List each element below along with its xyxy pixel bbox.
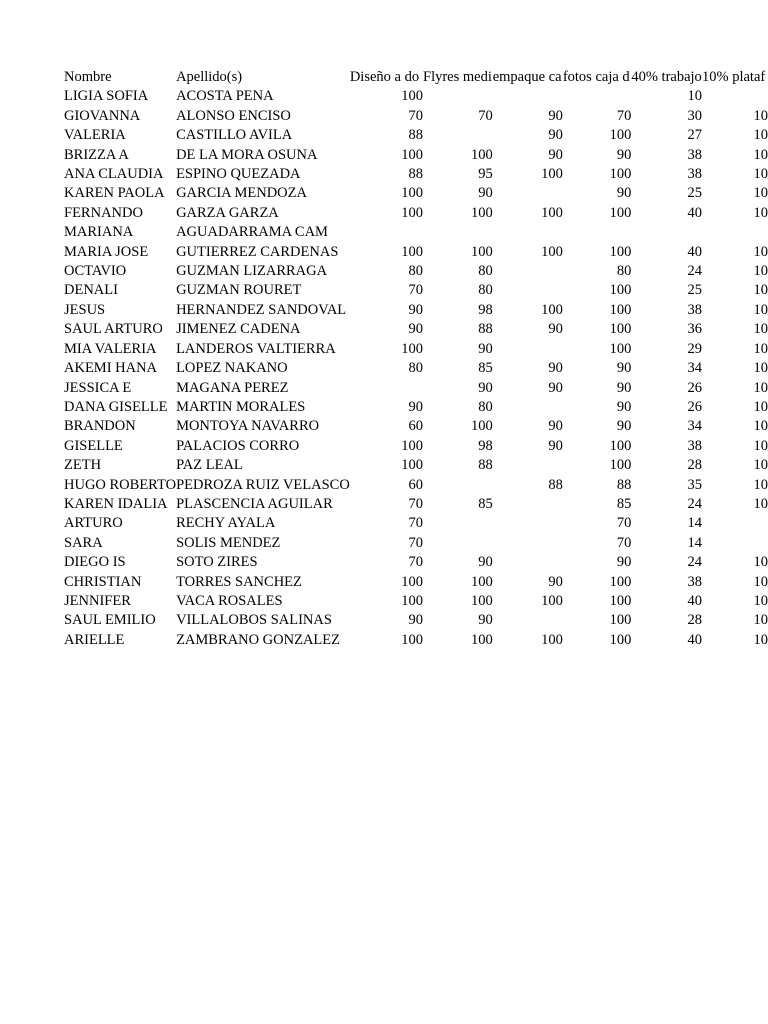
cell-trabajo: 40 — [687, 243, 703, 260]
cell-fotos: 90 — [616, 185, 632, 202]
cell-empaque: 90 — [548, 573, 563, 590]
cell-apellido: HERNANDEZ SANDOVAL — [176, 301, 347, 318]
cell-plataforma: 10 — [753, 379, 768, 396]
table-row — [64, 340, 768, 359]
cell-plataforma: 10 — [753, 631, 768, 648]
cell-fotos: 100 — [609, 437, 632, 454]
cell-fotos: 100 — [609, 612, 632, 629]
cell-fotos: 90 — [616, 379, 632, 396]
cell-fotos: 90 — [616, 146, 632, 163]
table-row — [64, 165, 768, 184]
cell-apellido: GARCIA MENDOZA — [176, 185, 307, 202]
cell-fotos: 100 — [609, 166, 632, 183]
cell-nombre: VALERIA — [64, 127, 126, 144]
cell-fotos: 100 — [609, 321, 632, 338]
cell-empaque — [493, 495, 563, 514]
cell-fotos: 88 — [616, 476, 632, 493]
cell-plataforma: 10 — [753, 166, 768, 183]
cell-fotos — [563, 87, 632, 106]
cell-trabajo: 36 — [687, 321, 703, 338]
header-apellido: Apellido(s) — [176, 69, 243, 85]
table-row — [64, 146, 768, 165]
cell-nombre: ZETH — [64, 457, 102, 474]
cell-trabajo: 10 — [687, 88, 703, 105]
cell-trabajo: 14 — [687, 534, 703, 551]
cell-empaque — [493, 456, 563, 475]
cell-plataforma: 10 — [753, 457, 768, 474]
table-row — [64, 107, 768, 126]
cell-apellido: TORRES SANCHEZ — [176, 573, 302, 590]
cell-nombre: JESUS — [64, 301, 106, 318]
cell-nombre: SAUL EMILIO — [64, 612, 156, 629]
cell-empaque — [493, 87, 563, 106]
cell-apellido: AGUADARRAMA CAM — [176, 224, 328, 241]
cell-empaque — [493, 281, 563, 300]
cell-diseno: 90 — [408, 612, 423, 629]
cell-empaque — [493, 514, 563, 533]
cell-flyres: 90 — [478, 612, 493, 629]
cell-nombre: DIEGO IS — [64, 554, 126, 571]
cell-apellido: DE LA MORA OSUNA — [176, 146, 318, 163]
cell-nombre: DENALI — [64, 282, 118, 299]
cell-fotos: 70 — [616, 107, 632, 124]
cell-nombre: ARIELLE — [64, 631, 125, 648]
table-row — [64, 476, 768, 495]
cell-nombre: DANA GISELLE — [64, 398, 168, 415]
cell-nombre: ARTURO — [64, 515, 123, 532]
cell-plataforma: 10 — [753, 612, 768, 629]
cell-plataforma: 10 — [753, 107, 768, 124]
cell-apellido: ZAMBRANO GONZALEZ — [176, 631, 340, 648]
cell-flyres: 85 — [478, 495, 493, 512]
cell-apellido: VILLALOBOS SALINAS — [176, 612, 332, 629]
table-row — [64, 553, 768, 572]
cell-empaque — [493, 262, 563, 281]
cell-empaque: 90 — [548, 437, 563, 454]
cell-trabajo: 24 — [687, 495, 703, 512]
grades-table — [64, 68, 768, 650]
cell-fotos: 100 — [609, 631, 632, 648]
table-row — [64, 184, 768, 203]
grades-table-body — [64, 68, 768, 650]
cell-diseno: 100 — [401, 88, 423, 105]
cell-trabajo: 34 — [687, 360, 703, 377]
cell-empaque — [493, 398, 563, 417]
header-flyres: Flyres medi — [423, 69, 492, 85]
cell-apellido: PLASCENCIA AGUILAR — [176, 495, 333, 512]
cell-empaque — [493, 184, 563, 203]
cell-flyres — [423, 476, 493, 495]
cell-nombre: CHRISTIAN — [64, 573, 142, 590]
cell-flyres: 100 — [470, 243, 493, 260]
cell-plataforma — [702, 87, 768, 106]
cell-diseno: 70 — [408, 282, 423, 299]
cell-apellido: VACA ROSALES — [176, 592, 283, 609]
cell-nombre: OCTAVIO — [64, 263, 127, 280]
cell-trabajo: 24 — [687, 263, 703, 280]
cell-plataforma: 10 — [753, 398, 768, 415]
cell-trabajo: 14 — [687, 515, 703, 532]
table-row — [64, 223, 768, 242]
cell-empaque: 100 — [541, 243, 563, 260]
header-nombre: Nombre — [64, 69, 112, 85]
cell-nombre: SARA — [64, 534, 103, 551]
cell-diseno: 90 — [408, 321, 423, 338]
cell-diseno: 70 — [408, 534, 423, 551]
cell-diseno: 100 — [401, 204, 423, 221]
cell-apellido: MONTOYA NAVARRO — [176, 418, 320, 435]
cell-flyres: 100 — [470, 204, 493, 221]
cell-fotos: 100 — [609, 204, 632, 221]
cell-flyres — [423, 223, 493, 242]
cell-empaque: 90 — [548, 127, 563, 144]
cell-empaque: 88 — [548, 476, 563, 493]
cell-empaque: 100 — [541, 301, 563, 318]
cell-diseno — [350, 379, 423, 398]
cell-nombre: GIOVANNA — [64, 107, 141, 124]
cell-nombre: LIGIA SOFIA — [64, 88, 149, 105]
cell-nombre: MARIANA — [64, 224, 134, 241]
cell-flyres: 100 — [470, 631, 493, 648]
cell-diseno: 90 — [408, 301, 423, 318]
cell-trabajo: 28 — [687, 457, 703, 474]
cell-nombre: SAUL ARTURO — [64, 321, 163, 338]
cell-nombre: GISELLE — [64, 437, 123, 454]
cell-fotos — [563, 223, 632, 242]
cell-apellido: LOPEZ NAKANO — [176, 360, 288, 377]
cell-diseno: 100 — [401, 340, 423, 357]
cell-empaque — [493, 611, 563, 630]
cell-fotos: 90 — [616, 398, 632, 415]
table-row — [64, 514, 768, 533]
cell-empaque — [493, 223, 563, 242]
cell-empaque — [493, 534, 563, 553]
header-empaque: empaque ca — [492, 69, 562, 85]
cell-plataforma — [702, 514, 768, 533]
cell-flyres — [423, 514, 493, 533]
cell-plataforma: 10 — [753, 243, 768, 260]
cell-diseno: 100 — [401, 437, 423, 454]
cell-plataforma: 10 — [753, 263, 768, 280]
cell-empaque: 90 — [548, 418, 563, 435]
cell-nombre: FERNANDO — [64, 204, 143, 221]
cell-empaque — [493, 553, 563, 572]
cell-plataforma: 10 — [753, 321, 768, 338]
table-row — [64, 611, 768, 630]
cell-flyres: 95 — [478, 166, 493, 183]
table-row — [64, 87, 768, 106]
cell-fotos: 85 — [616, 495, 632, 512]
cell-nombre: BRIZZA A — [64, 146, 129, 163]
table-row — [64, 592, 768, 611]
cell-plataforma: 10 — [753, 340, 768, 357]
cell-trabajo: 25 — [687, 282, 703, 299]
cell-nombre: MIA VALERIA — [64, 340, 157, 357]
cell-diseno: 88 — [408, 127, 423, 144]
cell-flyres: 80 — [478, 398, 493, 415]
cell-fotos: 100 — [609, 340, 632, 357]
table-row — [64, 204, 768, 223]
cell-empaque: 100 — [541, 204, 563, 221]
cell-trabajo: 38 — [687, 146, 703, 163]
cell-flyres — [423, 87, 493, 106]
table-row — [64, 379, 768, 398]
cell-diseno: 100 — [401, 592, 423, 609]
cell-plataforma: 10 — [753, 204, 768, 221]
table-row — [64, 437, 768, 456]
cell-plataforma: 10 — [753, 476, 768, 493]
cell-trabajo: 38 — [687, 166, 703, 183]
cell-apellido: GUTIERREZ CARDENAS — [176, 243, 339, 260]
cell-plataforma: 10 — [753, 418, 768, 435]
cell-flyres: 100 — [470, 592, 493, 609]
cell-apellido: ALONSO ENCISO — [176, 107, 291, 124]
cell-apellido: PAZ LEAL — [176, 457, 243, 474]
cell-nombre: KAREN PAOLA — [64, 185, 165, 202]
cell-nombre: HUGO ROBERTO — [64, 476, 177, 493]
cell-nombre: BRANDON — [64, 418, 136, 435]
table-row — [64, 320, 768, 339]
cell-plataforma — [702, 223, 768, 242]
table-row — [64, 301, 768, 320]
cell-flyres — [423, 534, 493, 553]
cell-diseno: 70 — [408, 495, 423, 512]
cell-diseno: 60 — [408, 476, 423, 493]
cell-trabajo: 40 — [687, 592, 703, 609]
cell-fotos: 100 — [609, 282, 632, 299]
cell-empaque: 100 — [541, 631, 563, 648]
cell-apellido: GARZA GARZA — [176, 204, 279, 221]
cell-plataforma: 10 — [753, 592, 768, 609]
cell-apellido: JIMENEZ CADENA — [176, 321, 301, 338]
cell-flyres: 100 — [470, 573, 493, 590]
cell-plataforma: 10 — [753, 573, 768, 590]
cell-diseno: 100 — [401, 243, 423, 260]
cell-empaque: 100 — [541, 592, 563, 609]
cell-fotos: 100 — [609, 457, 632, 474]
cell-trabajo: 34 — [687, 418, 703, 435]
cell-apellido: SOTO ZIRES — [176, 554, 258, 571]
cell-empaque — [493, 340, 563, 359]
cell-fotos: 100 — [609, 301, 632, 318]
cell-flyres: 100 — [470, 418, 493, 435]
table-row — [64, 262, 768, 281]
cell-diseno: 70 — [408, 515, 423, 532]
cell-plataforma: 10 — [753, 282, 768, 299]
cell-fotos: 100 — [609, 127, 632, 144]
cell-flyres — [423, 126, 493, 145]
cell-empaque: 100 — [541, 166, 563, 183]
cell-plataforma — [702, 534, 768, 553]
cell-flyres: 90 — [478, 379, 493, 396]
cell-nombre: ANA CLAUDIA — [64, 166, 164, 183]
cell-empaque: 90 — [548, 360, 563, 377]
cell-trabajo: 27 — [687, 127, 703, 144]
cell-flyres: 98 — [478, 301, 493, 318]
cell-diseno: 100 — [401, 185, 423, 202]
header-fotos: fotos caja d — [562, 69, 630, 85]
cell-flyres: 80 — [478, 282, 493, 299]
cell-flyres: 98 — [478, 437, 493, 454]
cell-flyres: 70 — [478, 107, 493, 124]
cell-nombre: KAREN IDALIA — [64, 495, 168, 512]
table-row — [64, 243, 768, 262]
cell-apellido: MAGANA PEREZ — [176, 379, 289, 396]
cell-flyres: 90 — [478, 554, 493, 571]
cell-fotos: 90 — [616, 418, 632, 435]
table-row — [64, 534, 768, 553]
cell-plataforma: 10 — [753, 554, 768, 571]
cell-apellido: RECHY AYALA — [176, 515, 276, 532]
cell-apellido: PEDROZA RUIZ VELASCO — [176, 476, 350, 493]
cell-trabajo: 40 — [687, 631, 703, 648]
cell-apellido: GUZMAN LIZARRAGA — [176, 263, 328, 280]
cell-flyres: 100 — [470, 146, 493, 163]
cell-apellido: ESPINO QUEZADA — [176, 166, 301, 183]
cell-diseno: 60 — [408, 418, 423, 435]
cell-trabajo: 25 — [687, 185, 703, 202]
cell-apellido: MARTIN MORALES — [176, 398, 306, 415]
cell-empaque: 90 — [548, 107, 563, 124]
cell-trabajo: 29 — [687, 340, 703, 357]
table-row — [64, 573, 768, 592]
cell-plataforma: 10 — [753, 360, 768, 377]
cell-flyres: 80 — [478, 263, 493, 280]
table-row — [64, 126, 768, 145]
cell-apellido: GUZMAN ROURET — [176, 282, 302, 299]
cell-trabajo: 24 — [687, 554, 703, 571]
cell-fotos: 70 — [616, 515, 632, 532]
cell-empaque: 90 — [548, 379, 563, 396]
cell-plataforma: 10 — [753, 301, 768, 318]
cell-diseno: 100 — [401, 631, 423, 648]
cell-empaque: 90 — [548, 146, 563, 163]
cell-trabajo: 30 — [687, 107, 703, 124]
cell-trabajo: 35 — [687, 476, 703, 493]
cell-diseno: 80 — [408, 263, 423, 280]
cell-diseno: 100 — [401, 457, 423, 474]
cell-trabajo — [631, 223, 702, 242]
cell-trabajo: 40 — [687, 204, 703, 221]
cell-plataforma: 10 — [753, 437, 768, 454]
cell-nombre: JESSICA E — [64, 379, 132, 396]
cell-apellido: CASTILLO AVILA — [176, 127, 293, 144]
cell-fotos: 100 — [609, 592, 632, 609]
cell-fotos: 100 — [609, 243, 632, 260]
cell-trabajo: 26 — [687, 379, 703, 396]
cell-fotos: 80 — [616, 263, 632, 280]
table-row — [64, 417, 768, 436]
cell-trabajo: 38 — [687, 301, 703, 318]
cell-flyres: 90 — [478, 340, 493, 357]
table-row — [64, 456, 768, 475]
cell-nombre: MARIA JOSE — [64, 243, 149, 260]
table-row — [64, 281, 768, 300]
cell-diseno: 70 — [408, 107, 423, 124]
cell-fotos: 90 — [616, 554, 632, 571]
cell-flyres: 88 — [478, 457, 493, 474]
cell-flyres: 85 — [478, 360, 493, 377]
cell-plataforma: 10 — [753, 127, 768, 144]
cell-apellido: SOLIS MENDEZ — [176, 534, 281, 551]
cell-diseno: 70 — [408, 554, 423, 571]
cell-fotos: 100 — [609, 573, 632, 590]
header-trabajo: 40% trabajo — [631, 69, 702, 85]
cell-diseno — [350, 223, 423, 242]
cell-fotos: 70 — [616, 534, 632, 551]
cell-diseno: 88 — [408, 166, 423, 183]
cell-trabajo: 26 — [687, 398, 703, 415]
cell-plataforma: 10 — [753, 185, 768, 202]
cell-apellido: PALACIOS CORRO — [176, 437, 300, 454]
table-row — [64, 495, 768, 514]
table-row — [64, 631, 768, 650]
cell-flyres: 90 — [478, 185, 493, 202]
cell-flyres: 88 — [478, 321, 493, 338]
cell-diseno: 90 — [408, 398, 423, 415]
cell-plataforma: 10 — [753, 495, 768, 512]
cell-fotos: 90 — [616, 360, 632, 377]
cell-empaque: 90 — [548, 321, 563, 338]
cell-diseno: 100 — [401, 573, 423, 590]
cell-apellido: ACOSTA PENA — [176, 88, 274, 105]
table-row — [64, 359, 768, 378]
cell-trabajo: 38 — [687, 437, 703, 454]
cell-trabajo: 38 — [687, 573, 703, 590]
header-diseno: Diseño a do — [349, 69, 420, 85]
table-row — [64, 398, 768, 417]
cell-plataforma: 10 — [753, 146, 768, 163]
cell-diseno: 80 — [408, 360, 423, 377]
cell-nombre: AKEMI HANA — [64, 360, 158, 377]
header-plataforma: 10% plataf — [702, 69, 766, 85]
cell-diseno: 100 — [401, 146, 423, 163]
header-row — [64, 68, 768, 87]
cell-apellido: LANDEROS VALTIERRA — [176, 340, 336, 357]
cell-nombre: JENNIFER — [64, 592, 131, 609]
cell-trabajo: 28 — [687, 612, 703, 629]
